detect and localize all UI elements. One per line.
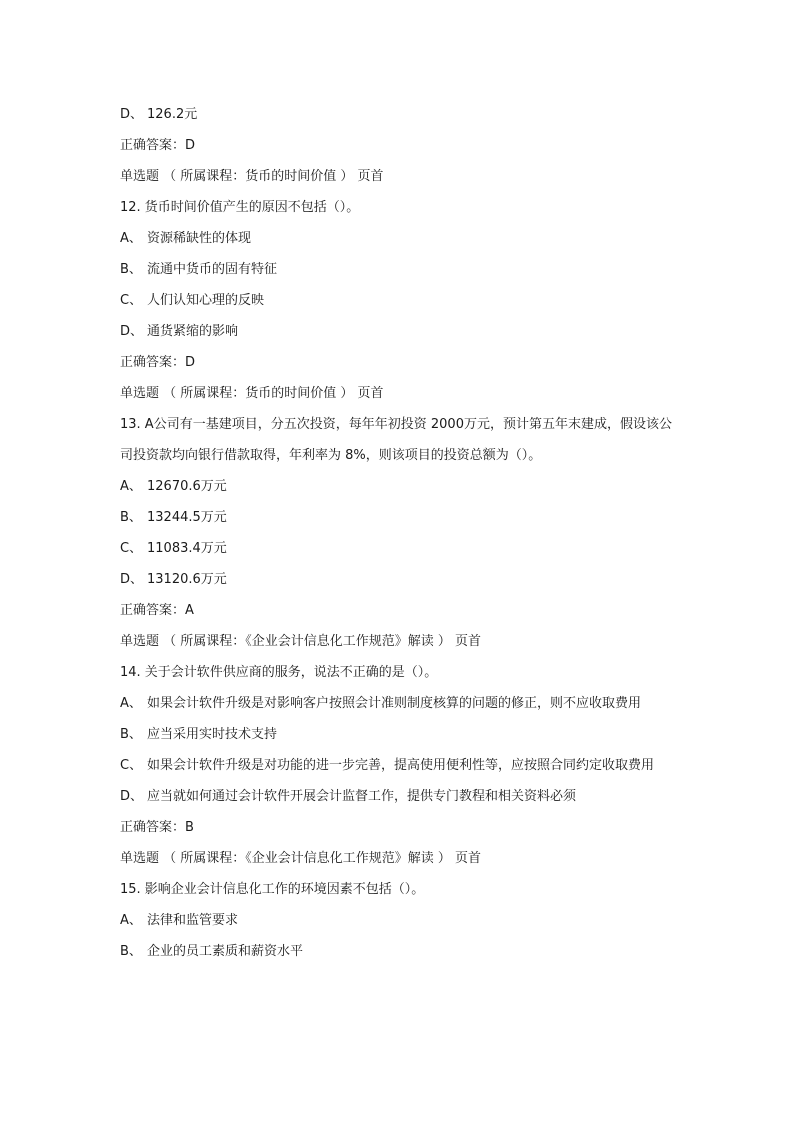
option-letter: D、 (120, 789, 144, 804)
question-text: 12. 货币时间价值产生的原因不包括（）。 (120, 200, 360, 215)
option-text: 人们认知心理的反映 (147, 293, 265, 308)
question-text: 14. 关于会计软件供应商的服务，说法不正确的是（）。 (120, 665, 438, 680)
option-text: 企业的员工素质和薪资水平 (147, 944, 304, 959)
correct-answer: 正确答案：D (120, 138, 196, 153)
option-letter: C、 (120, 293, 143, 308)
question-meta: 单选题 （ 所属课程：货币的时间价值 ） 页首 (120, 169, 384, 184)
answer-option (120, 781, 672, 812)
option-text: 11083.4万元 (147, 541, 227, 556)
answer-option (120, 316, 672, 347)
option-letter: D、 (120, 572, 144, 587)
option-letter: B、 (120, 727, 142, 742)
option-text: 应当采用实时技术支持 (147, 727, 278, 742)
option-text: 13120.6万元 (147, 572, 227, 587)
option-letter: D、 (120, 107, 144, 122)
answer-option (120, 533, 672, 564)
question-text: 13. A公司有一基建项目，分五次投资，每年年初投资 2000万元，预计第五年末建成，假设该公司投资款均向银行借款取得，年利率为 8%，则该项目的投资总额为（）。 (120, 417, 672, 463)
option-text: 如果会计软件升级是对功能的进一步完善，提高使用便利性等，应按照合同约定收取费用 (147, 758, 655, 773)
option-letter: A、 (120, 231, 142, 246)
answer-option (120, 564, 672, 595)
question-meta: 单选题 （ 所属课程：货币的时间价值 ） 页首 (120, 386, 384, 401)
answer-option (120, 254, 672, 285)
option-text: 126.2元 (147, 107, 198, 122)
question-text: 15. 影响企业会计信息化工作的环境因素不包括（）。 (120, 882, 425, 897)
option-letter: D、 (120, 324, 144, 339)
question-meta: 单选题 （ 所属课程：《企业会计信息化工作规范》解读 ） 页首 (120, 634, 482, 649)
option-text: 应当就如何通过会计软件开展会计监督工作，提供专门教程和相关资料必须 (147, 789, 577, 804)
option-letter: A、 (120, 479, 142, 494)
option-text: 如果会计软件升级是对影响客户按照会计准则制度核算的问题的修正，则不应收取费用 (147, 696, 642, 711)
answer-option (120, 905, 672, 936)
option-text: 法律和监管要求 (147, 913, 239, 928)
option-text: 12670.6万元 (147, 479, 227, 494)
option-letter: A、 (120, 696, 142, 711)
option-letter: A、 (120, 913, 142, 928)
correct-answer: 正确答案：B (120, 820, 194, 835)
option-text: 流通中货币的固有特征 (147, 262, 278, 277)
question-meta: 单选题 （ 所属课程：《企业会计信息化工作规范》解读 ） 页首 (120, 851, 482, 866)
answer-option (120, 688, 672, 719)
answer-option (120, 750, 672, 781)
answer-option (120, 502, 672, 533)
option-text: 资源稀缺性的体现 (147, 231, 252, 246)
correct-answer: 正确答案：D (120, 355, 196, 370)
answer-option (120, 936, 672, 967)
option-letter: B、 (120, 510, 142, 525)
option-text: 通货紧缩的影响 (147, 324, 239, 339)
option-letter: C、 (120, 758, 143, 773)
answer-option (120, 471, 672, 502)
answer-option (120, 223, 672, 254)
option-letter: B、 (120, 262, 142, 277)
answer-option (120, 719, 672, 750)
answer-option (120, 285, 672, 316)
document-body (120, 99, 672, 967)
option-text: 13244.5万元 (147, 510, 227, 525)
correct-answer: 正确答案：A (120, 603, 194, 618)
option-letter: B、 (120, 944, 142, 959)
answer-option (120, 99, 672, 130)
option-letter: C、 (120, 541, 143, 556)
